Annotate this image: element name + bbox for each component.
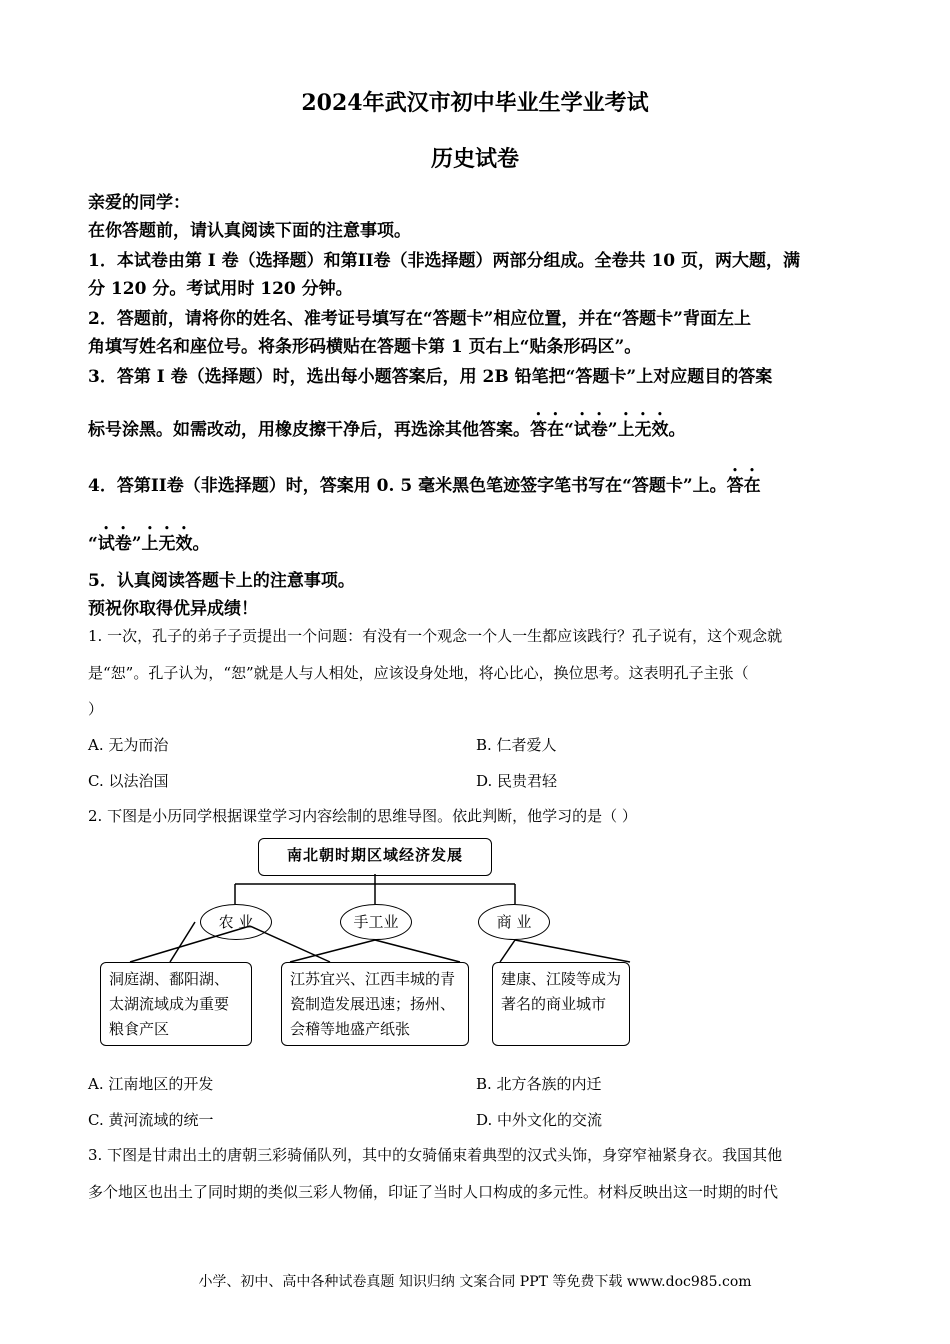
wish-text: 预祝你取得优异成绩！ xyxy=(88,599,258,619)
q1-option-a: A. 无为而治 xyxy=(88,736,169,754)
intro-greeting: 亲爱的同学： xyxy=(88,193,190,213)
q1-option-b: B. 仁者爱人 xyxy=(476,736,557,754)
exam-subtitle: 历史试卷 xyxy=(430,146,519,172)
connector xyxy=(375,940,460,962)
notice-item-3b xyxy=(88,410,686,440)
q2-option-c: C. 黄河流域的统一 xyxy=(88,1111,214,1129)
notice-item-5: 5．认真阅读答题卡上的注意事项。 xyxy=(88,571,355,591)
connector xyxy=(290,940,375,962)
q1-option-c: C. 以法治国 xyxy=(88,772,169,790)
q1-option-d: D. 民贵君轻 xyxy=(476,772,558,790)
connector xyxy=(170,922,195,962)
notice-item-4a xyxy=(88,466,761,496)
mind-map-leaf-agriculture: 洞庭湖、鄱阳湖、太湖流域成为重要粮食产区 xyxy=(100,962,252,1046)
q2-stem: 2. 下图是小历同学根据课堂学习内容绘制的思维导图。依此判断，他学习的是（ ） xyxy=(88,807,637,825)
mind-map-leaf-commerce: 建康、江陵等成为著名的商业城市 xyxy=(492,962,630,1046)
notice-item-4b xyxy=(88,524,210,554)
q3-stem-1: 3. 下图是甘肃出土的唐朝三彩骑俑队列，其中的女骑俑束着典型的汉式头饰，身穿窄袖紧身衣。我国其他 xyxy=(88,1146,783,1164)
intro-line: 在你答题前，请认真阅读下面的注意事项。 xyxy=(88,221,411,241)
notice-item-1b: 分 120 分。考试用时 120 分钟。 xyxy=(88,279,353,299)
notice-item-2a: 2．答题前，请将你的姓名、准考证号填写在“答题卡”相应位置，并在“答题卡”背面左上 xyxy=(88,309,751,329)
q1-stem-3: ） xyxy=(88,700,104,718)
q2-option-a: A. 江南地区的开发 xyxy=(88,1075,214,1093)
mind-map-root: 南北朝时期区域经济发展 xyxy=(258,838,492,876)
exam-title: 2024年武汉市初中毕业生学业考试 xyxy=(301,90,649,116)
mind-map-node-commerce: 商 业 xyxy=(478,904,550,940)
notice-item-4a-text: 4．答第II卷（非选择题）时，答案用 0. 5 毫米黑色笔迹签字笔书写在“答题卡”上。 xyxy=(88,476,727,496)
notice-item-3b-text: 标号涂黑。如需改动，用橡皮擦干净后，再选涂其他答案。 xyxy=(88,420,530,440)
notice-item-1a: 1．本试卷由第 I 卷（选择题）和第II卷（非选择题）两部分组成。全卷共 10 页，两大题，满 xyxy=(88,251,801,271)
emphasis-text: “试卷”上无效。 xyxy=(88,534,210,554)
emphasis-text: 答在“试卷”上无效。 xyxy=(530,420,686,440)
q1-stem-1: 1. 一次，孔子的弟子子贡提出一个问题：有没有一个观念一个人一生都应该践行？孔子说有，这个观念就 xyxy=(88,627,783,645)
q2-option-b: B. 北方各族的内迁 xyxy=(476,1075,602,1093)
connector xyxy=(500,940,515,962)
notice-item-2b: 角填写姓名和座位号。将条形码横贴在答题卡第 1 页右上“贴条形码区”。 xyxy=(88,337,642,357)
notice-item-3a: 3．答第 I 卷（选择题）时，选出每小题答案后，用 2B 铅笔把“答题卡”上对应题目的答案 xyxy=(88,367,773,387)
q1-stem-2: 是“恕”。孔子认为，“恕”就是人与人相处，应该设身处地，将心比心，换位思考。这表明孔子主张（ xyxy=(88,664,749,682)
q3-stem-2: 多个地区也出土了同时期的类似三彩人物俑，印证了当时人口构成的多元性。材料反映出这一时期的时代 xyxy=(88,1183,779,1201)
connector xyxy=(515,940,630,962)
mind-map-node-agriculture: 农 业 xyxy=(200,904,272,940)
page-footer: 小学、初中、高中各种试卷真题 知识归纳 文案合同 PPT 等免费下载 www.doc985.com xyxy=(198,1274,752,1290)
emphasis-text: 答在 xyxy=(726,476,761,496)
mind-map-leaf-handicraft: 江苏宜兴、江西丰城的青瓷制造发展迅速；扬州、会稽等地盛产纸张 xyxy=(281,962,469,1046)
q2-option-d: D. 中外文化的交流 xyxy=(476,1111,603,1129)
mind-map-node-handicraft: 手工业 xyxy=(340,904,412,940)
